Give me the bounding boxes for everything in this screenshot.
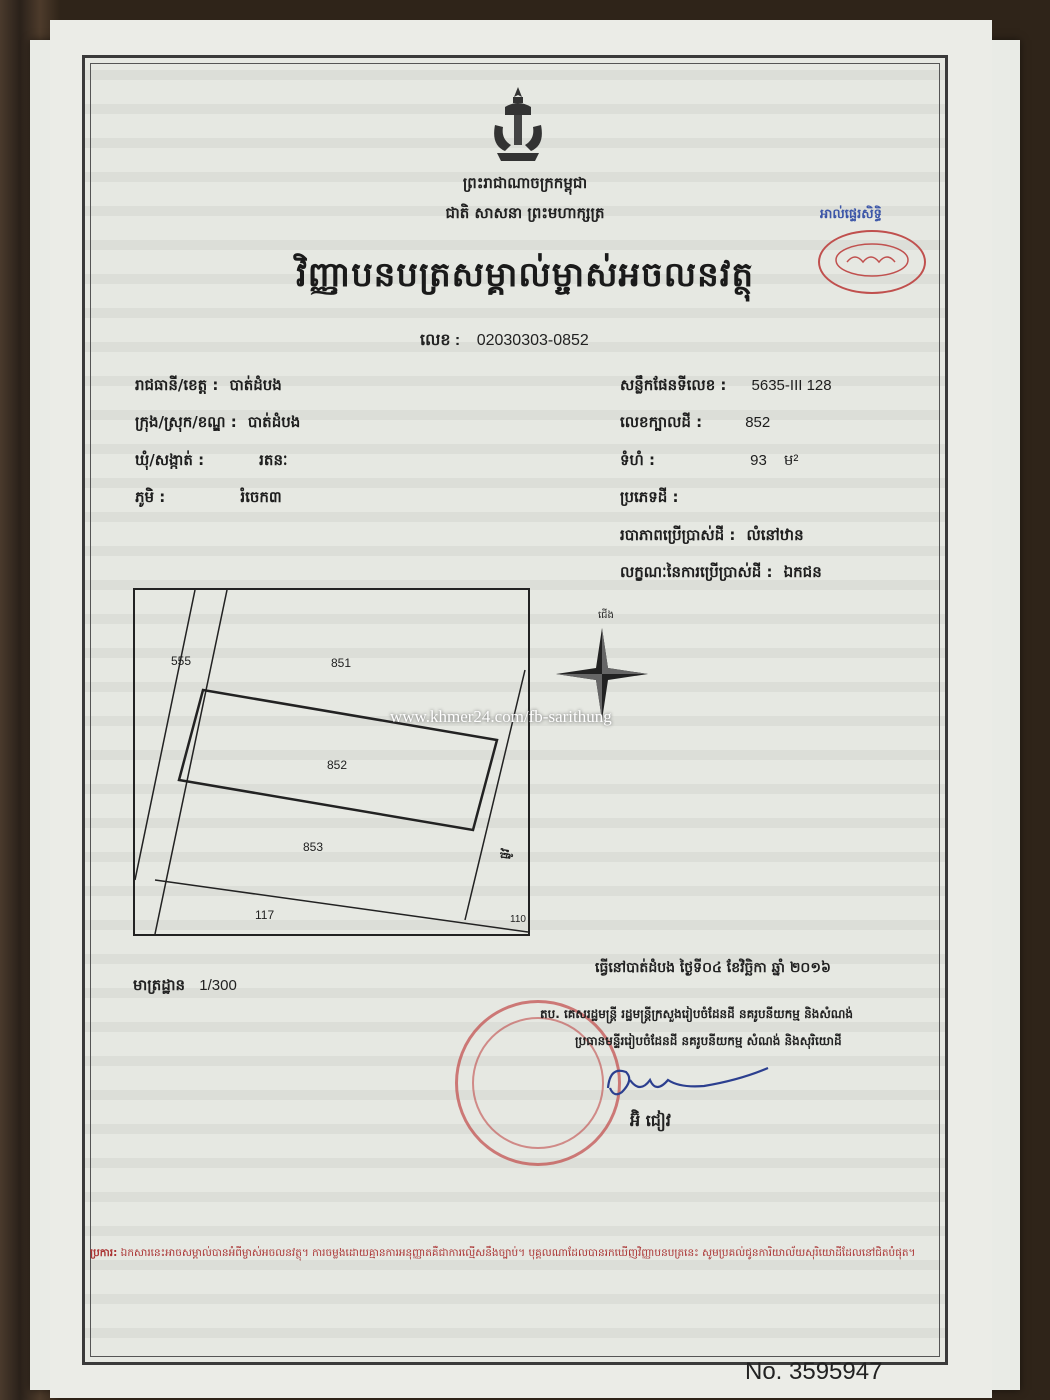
land-type-row [620, 487, 679, 510]
road-label: ផ្លូវ [497, 847, 513, 861]
parcel-label-851: 851 [331, 656, 352, 670]
cadastral-plan [133, 588, 530, 936]
use-feature-row [620, 562, 822, 585]
kingdom-header: ព្រះរាជាណាចក្រកម្ពុជា [462, 174, 588, 192]
land-use-value: លំនៅឋាន [746, 526, 804, 544]
official-red-seal [455, 1000, 621, 1166]
area-row [620, 450, 798, 473]
district-row [135, 412, 300, 435]
footnote-label: ប្រការ: [90, 1247, 118, 1259]
map-sheet-value: 5635-III 128 [751, 377, 832, 394]
parcel-value: 852 [745, 414, 771, 431]
commune-value: រតនៈ [259, 451, 288, 469]
village-value: រំចេក៣ [240, 488, 282, 506]
commune-row [135, 450, 288, 473]
footnote-text: ឯកសារនេះអាចសម្គាល់បានអំពីម្ចាស់អចលនវត្ថុ។ ការចម្លងដោយគ្មានការអនុញ្ញាតគឺជាការល្មើសនឹងច្បាប់។ បុគ្គលណាដែលបានរកឃើញវិញ្ញាបនបត្រនេះ សូមប្រគល់ជូនការិយាល័យសុរិយោដីដែលនៅជិតបំផុត។ [120, 1247, 916, 1259]
royal-emblem-icon [487, 85, 549, 163]
province-label: រាជធានី/ខេត្ត : [135, 376, 219, 394]
page-title: វិញ្ញាបនបត្រសម្គាល់ម្ចាស់អចលនវត្ថុ [295, 255, 755, 295]
parcel-label-853: 853 [303, 840, 324, 854]
map-sheet-label: សន្លឹកផែនទីលេខ : [620, 376, 727, 394]
scale-value: 1/300 [199, 977, 237, 994]
province-value: បាត់ដំបង [229, 376, 282, 394]
province-row [135, 375, 282, 398]
watermark-text: www.khmer24.com/fb-sarithung [390, 707, 612, 726]
parcel-label-117: 117 [255, 908, 275, 922]
area-unit: ម² [783, 452, 799, 469]
area-label: ទំហំ : [620, 451, 656, 469]
certificate-number [420, 329, 589, 353]
parcel-label-110: 110 [510, 914, 526, 925]
district-label: ក្រុង/ស្រុក/ខណ្ឌ : [135, 413, 237, 431]
village-label: ភូមិ : [135, 488, 166, 506]
serial-number: No. 3595947 [745, 1358, 883, 1385]
certificate-number-label: លេខ : [420, 332, 461, 349]
parcel-label-852: 852 [327, 758, 348, 772]
top-right-note: អាល់ផ្ទេរសិទ្ធិ [820, 207, 882, 222]
signatory-name: អ៊ិ ជៀវ [630, 1111, 671, 1130]
signatory-title-line1: តប. គេសរដ្ឋមន្ត្រី រដ្ឋមន្ត្រីក្រសួងរៀបចំដែនដី នគរូបនីយកម្ម និងសំណង់ [540, 1007, 854, 1021]
village-row [135, 487, 282, 510]
certificate-number-value: 02030303-0852 [476, 332, 589, 349]
handwritten-signature [600, 1058, 770, 1108]
scale-row [133, 976, 237, 998]
district-value: បាត់ដំបង [247, 413, 301, 431]
parcel-label: លេខក្បាលដី : [620, 413, 703, 431]
parcel-label-555: 555 [171, 654, 192, 668]
use-feature-value: ឯកជន [783, 563, 822, 581]
north-label: ជើង [598, 610, 614, 621]
parcel-row [620, 412, 770, 435]
land-use-row [620, 525, 804, 548]
issue-date: ធ្វើនៅបាត់ដំបង ថ្ងៃទី០៤ ខែវិច្ឆិកា ឆ្នាំ ២០១៦ [595, 960, 831, 976]
use-feature-label: លក្ខណៈនៃការប្រើប្រាស់ដី : [620, 563, 773, 581]
land-type-label: ប្រភេទដី : [620, 488, 679, 506]
area-value: 93 [750, 452, 767, 469]
footnote-box [90, 1245, 938, 1309]
motto-header: ជាតិ សាសនា ព្រះមហាក្សត្រ [445, 204, 605, 222]
scale-label: មាត្រដ្ឋាន [133, 977, 186, 994]
top-right-stamp [818, 230, 926, 294]
map-sheet-row [620, 375, 832, 398]
land-use-label: របាភាពប្រើប្រាស់ដី : [620, 526, 736, 544]
commune-label: ឃុំ/សង្កាត់ : [135, 451, 205, 469]
signatory-title-line2: ប្រធានមន្ទីររៀបចំដែនដី នគរូបនីយកម្ម សំណង់ និងសុរិយោដី [575, 1034, 842, 1048]
